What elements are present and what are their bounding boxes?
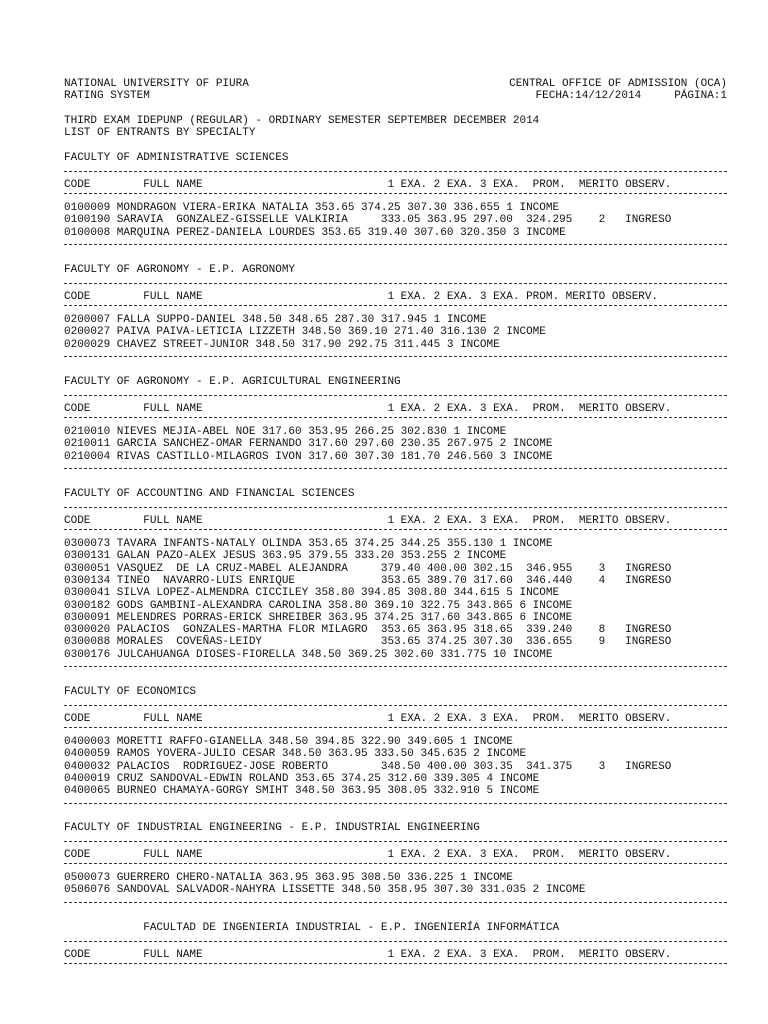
table-row: 0300134 TINEO NAVARRO-LUIS ENRIQUE 353.65 389.70 317.60 346.440 4 INGRESO: [64, 574, 672, 587]
page-number: PÁGINA:1: [674, 90, 727, 102]
column-header: CODE FULL NAME 1 EXA. 2 EXA. 3 EXA. PROM. MERITO OBSERV.: [64, 713, 672, 725]
table-row: 0300088 MORALES COVEÑAS-LEIDY 353.65 374.25 307.30 336.655 9 INGRESO: [64, 636, 672, 649]
table-row: 0300131 GALAN PAZO-ALEX JESUS 363.95 379.55 333.20 353.255 2 INCOME: [64, 550, 507, 563]
column-header: CODE FULL NAME 1 EXA. 2 EXA. 3 EXA. PROM. MERITO OBSERV.: [64, 403, 672, 415]
column-header: CODE FULL NAME 1 EXA. 2 EXA. 3 EXA. PROM. MERITO OBSERV.: [64, 291, 659, 303]
table-row: 0300020 PALACIOS GONZALES-MARTHA FLOR MILAGRO 353.65 363.95 318.65 339.240 8 INGRESO: [64, 624, 672, 637]
table-row: 0400019 CRUZ SANDOVAL-EDWIN ROLAND 353.65 374.25 312.60 339.305 4 INCOME: [64, 772, 540, 785]
section-rule-bottom: [64, 244, 727, 245]
section-rule-bottom: [64, 803, 727, 804]
section-title: FACULTY OF INDUSTRIAL ENGINEERING - E.P. INDUSTRIAL ENGINEERING: [64, 822, 480, 834]
table-row: 0210010 NIEVES MEJIA-ABEL NOE 317.60 353.95 266.25 302.830 1 INCOME: [64, 426, 507, 438]
section-rule-mid: [64, 529, 727, 530]
table-row: 0300182 GODS GAMBINI-ALEXANDRA CAROLINA 358.80 369.10 322.75 343.865 6 INCOME: [64, 599, 573, 612]
table-row: 0300091 MELENDRES PORRAS-ERICK SHREIBER 363.95 374.25 317.60 343.865 6 INCOME: [64, 611, 573, 624]
table-row: 0100008 MARQUINA PEREZ-DANIELA LOURDES 353.65 319.40 307.60 320.350 3 INCOME: [64, 226, 566, 239]
table-row: 0300176 JULCAHUANGA DIOSES-FIORELLA 348.50 369.25 302.60 331.775 10 INCOME: [64, 648, 553, 661]
office-name: CENTRAL OFFICE OF ADMISSION (OCA): [509, 78, 727, 90]
section-rule-mid: [64, 193, 727, 194]
list-title: LIST OF ENTRANTS BY SPECIALTY: [64, 127, 256, 139]
table-row: 0210011 GARCIA SANCHEZ-OMAR FERNANDO 317.60 297.60 230.35 267.975 2 INCOME: [64, 438, 553, 451]
table-row: 0400003 MORETTI RAFFO-GIANELLA 348.50 394.85 322.90 349.605 1 INCOME: [64, 736, 513, 748]
section-rule-top: [64, 705, 727, 706]
university-name: NATIONAL UNIVERSITY OF PIURA: [64, 78, 249, 90]
table-row: 0300041 SILVA LOPEZ-ALMENDRA CICCILEY 358.80 394.85 308.80 344.615 5 INCOME: [64, 587, 560, 600]
table-row: 0200029 CHAVEZ STREET-JUNIOR 348.50 317.90 292.75 311.445 3 INCOME: [64, 338, 500, 351]
date-page: [536, 90, 727, 102]
section-title: FACULTY OF ACCOUNTING AND FINANCIAL SCIENCES: [64, 488, 355, 500]
section-rule-mid: [64, 305, 727, 306]
section-rule-top: [64, 941, 727, 942]
column-header: CODE FULL NAME 1 EXA. 2 EXA. 3 EXA. PROM. MERITO OBSERV.: [64, 179, 672, 191]
report-date: FECHA:14/12/2014: [535, 90, 642, 102]
section-rule-bottom: [64, 666, 727, 667]
table-row: 0300073 TAVARA INFANTS-NATALY OLINDA 353.65 374.25 344.25 355.130 1 INCOME: [64, 538, 553, 550]
section-title: FACULTAD DE INGENIERIA INDUSTRIAL - E.P. INGENIERÍA INFORMÁTICA: [64, 922, 560, 934]
table-row: 0100009 MONDRAGON VIERA-ERIKA NATALIA 353.65 374.25 307.30 336.655 1 INCOME: [64, 202, 560, 214]
table-row: 0506076 SANDOVAL SALVADOR-NAHYRA LISSETTE 348.50 358.95 307.30 331.035 2 INCOME: [64, 884, 586, 897]
section-rule-top: [64, 507, 727, 508]
section-rule-mid: [64, 863, 727, 864]
column-header: CODE FULL NAME 1 EXA. 2 EXA. 3 EXA. PROM. MERITO OBSERV.: [64, 849, 672, 861]
table-row: 0400032 PALACIOS RODRIGUEZ-JOSE ROBERTO 348.50 400.00 303.35 341.375 3 INGRESO: [64, 760, 672, 773]
section-rule-mid: [64, 417, 727, 418]
section-title: FACULTY OF ECONOMICS: [64, 686, 197, 698]
table-row: 0300051 VASQUEZ DE LA CRUZ-MABEL ALEJANDRA 379.40 400.00 302.15 346.955 3 INGRESO: [64, 562, 672, 575]
section-rule-bottom: [64, 902, 727, 903]
section-rule-bottom: [64, 356, 727, 357]
table-row: 0400065 BURNEO CHAMAYA-GORGY SMIHT 348.50 363.95 308.05 332.910 5 INCOME: [64, 785, 540, 798]
table-row: 0200007 FALLA SUPPO-DANIEL 348.50 348.65 287.30 317.945 1 INCOME: [64, 314, 487, 326]
section-rule-top: [64, 395, 727, 396]
section-rule-mid: [64, 963, 727, 964]
section-title: FACULTY OF AGRONOMY - E.P. AGRONOMY: [64, 264, 296, 276]
section-rule-mid: [64, 727, 727, 728]
column-header: CODE FULL NAME 1 EXA. 2 EXA. 3 EXA. PROM. MERITO OBSERV.: [64, 949, 672, 961]
section-rule-top: [64, 171, 727, 172]
exam-title: THIRD EXAM IDEPUNP (REGULAR) - ORDINARY SEMESTER SEPTEMBER DECEMBER 2014: [64, 115, 540, 127]
rating-system: RATING SYSTEM: [64, 90, 150, 102]
section-title: FACULTY OF ADMINISTRATIVE SCIENCES: [64, 152, 289, 164]
section-title: FACULTY OF AGRONOMY - E.P. AGRICULTURAL ENGINEERING: [64, 376, 401, 388]
section-rule-top: [64, 841, 727, 842]
table-row: 0100190 SARAVIA GONZALEZ-GISSELLE VALKIRIA 333.05 363.95 297.00 324.295 2 INGRESO: [64, 214, 672, 227]
table-row: 0500073 GUERRERO CHERO-NATALIA 363.95 363.95 308.50 336.225 1 INCOME: [64, 872, 513, 884]
table-row: 0200027 PAIVA PAIVA-LETICIA LIZZETH 348.50 369.10 271.40 316.130 2 INCOME: [64, 326, 546, 339]
section-rule-bottom: [64, 468, 727, 469]
section-rule-top: [64, 283, 727, 284]
column-header: CODE FULL NAME 1 EXA. 2 EXA. 3 EXA. PROM. MERITO OBSERV.: [64, 515, 672, 527]
table-row: 0210004 RIVAS CASTILLO-MILAGROS IVON 317.60 307.30 181.70 246.560 3 INCOME: [64, 450, 553, 463]
table-row: 0400059 RAMOS YOVERA-JULIO CESAR 348.50 363.95 333.50 345.635 2 INCOME: [64, 748, 527, 761]
